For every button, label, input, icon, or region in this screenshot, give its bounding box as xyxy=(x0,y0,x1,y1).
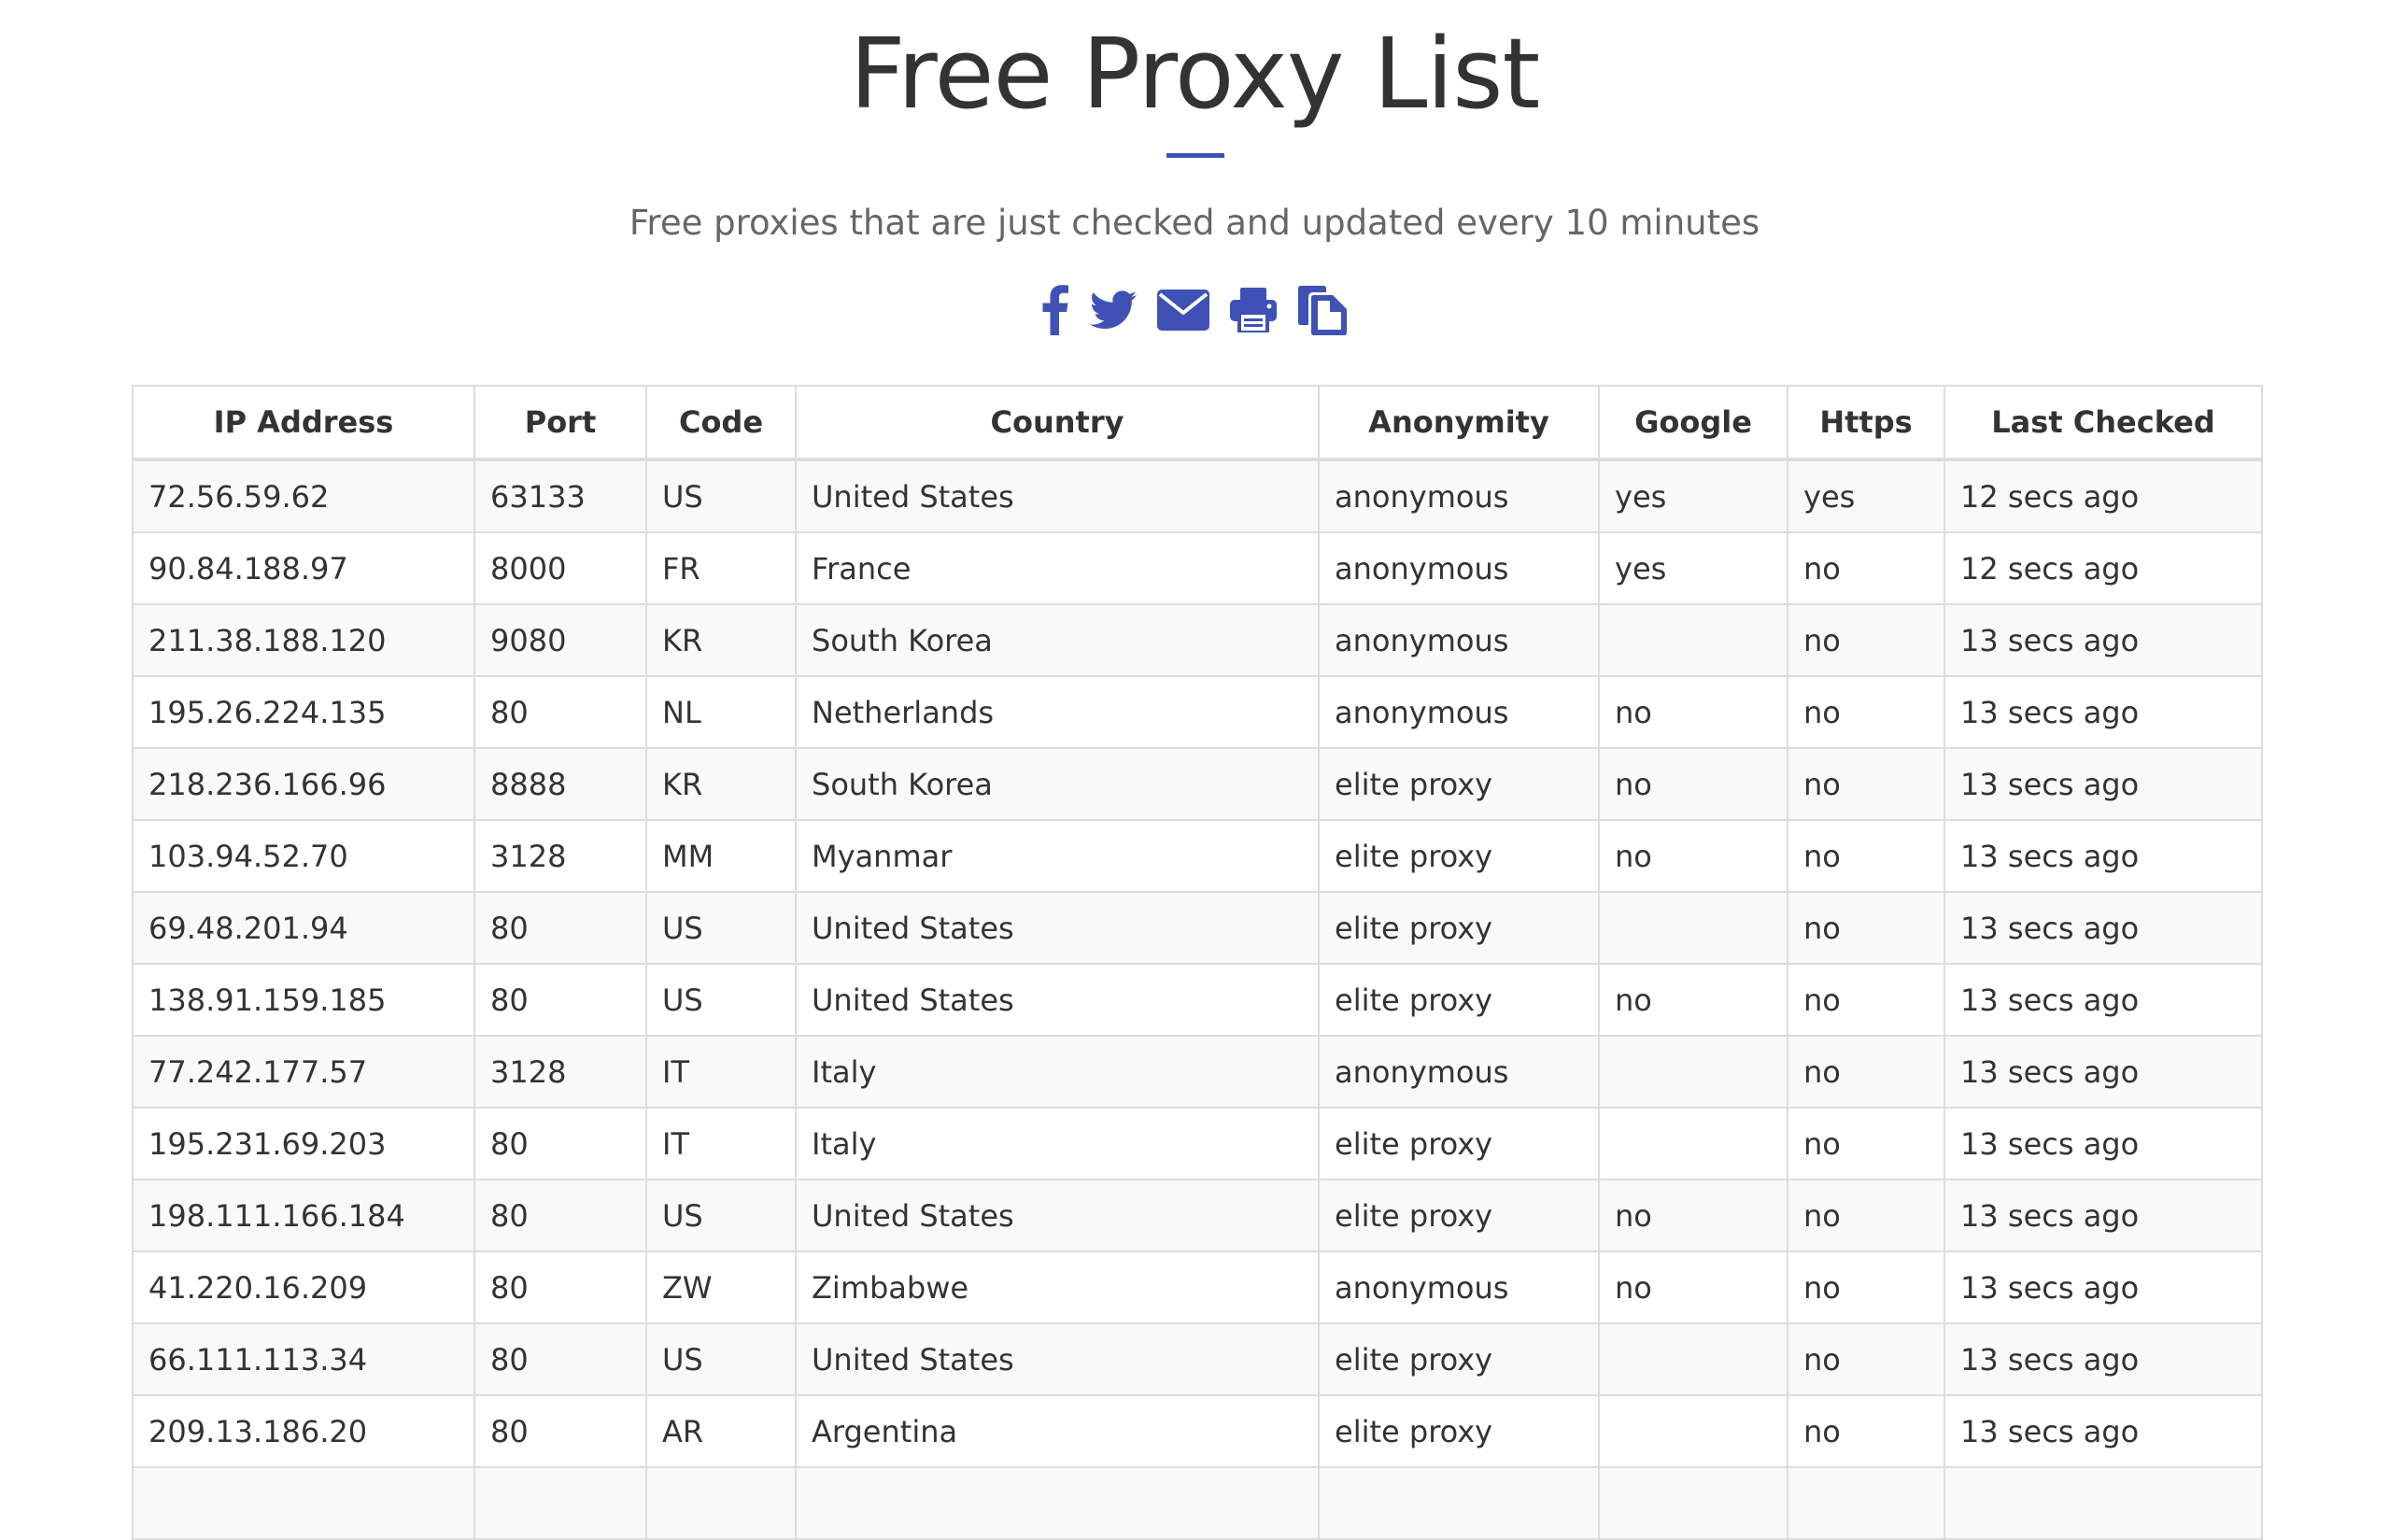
table-row xyxy=(133,1180,2262,1251)
cell-https: no xyxy=(1788,1323,1944,1395)
cell-code: KR xyxy=(646,748,796,820)
cell-port: 80 xyxy=(474,1395,646,1467)
cell-google: no xyxy=(1599,820,1788,892)
cell-google xyxy=(1599,604,1788,676)
cell-country: United States xyxy=(796,964,1319,1036)
cell-anonymity: elite proxy xyxy=(1319,1180,1599,1251)
table-row xyxy=(133,676,2262,748)
cell-ip-address: 41.220.16.209 xyxy=(133,1251,474,1323)
cell-country: United States xyxy=(796,1180,1319,1251)
cell-last-checked: 13 secs ago xyxy=(1944,1251,2262,1323)
cell-port: 3128 xyxy=(474,820,646,892)
cell-ip-address: 66.111.113.34 xyxy=(133,1323,474,1395)
cell-last-checked: 13 secs ago xyxy=(1944,1108,2262,1180)
cell-port: 8888 xyxy=(474,748,646,820)
cell-anonymity: anonymous xyxy=(1319,676,1599,748)
cell-code: MM xyxy=(646,820,796,892)
cell-country: United States xyxy=(796,892,1319,964)
table-row xyxy=(133,892,2262,964)
column-header-port[interactable]: Port xyxy=(474,386,646,459)
cell-code: FR xyxy=(646,532,796,604)
cell-https xyxy=(1788,1467,1944,1539)
cell-anonymity: elite proxy xyxy=(1319,964,1599,1036)
table-row xyxy=(133,1036,2262,1108)
cell-google: yes xyxy=(1599,459,1788,532)
cell-google xyxy=(1599,1108,1788,1180)
cell-country: Myanmar xyxy=(796,820,1319,892)
cell-google: no xyxy=(1599,748,1788,820)
cell-https: no xyxy=(1788,964,1944,1036)
cell-port: 80 xyxy=(474,1251,646,1323)
cell-ip-address: 209.13.186.20 xyxy=(133,1395,474,1467)
cell-https: no xyxy=(1788,532,1944,604)
cell-code: IT xyxy=(646,1108,796,1180)
cell-https: no xyxy=(1788,1395,1944,1467)
cell-last-checked: 13 secs ago xyxy=(1944,1180,2262,1251)
cell-last-checked: 13 secs ago xyxy=(1944,964,2262,1036)
cell-code: IT xyxy=(646,1036,796,1108)
page-subtitle: Free proxies that are just checked and updated every 10 minutes xyxy=(629,203,1760,243)
cell-google xyxy=(1599,1323,1788,1395)
cell-anonymity: anonymous xyxy=(1319,1036,1599,1108)
cell-last-checked: 13 secs ago xyxy=(1944,820,2262,892)
cell-code: US xyxy=(646,892,796,964)
cell-country xyxy=(796,1467,1319,1539)
cell-google: yes xyxy=(1599,532,1788,604)
cell-country: Zimbabwe xyxy=(796,1251,1319,1323)
cell-code: US xyxy=(646,1323,796,1395)
cell-ip-address: 211.38.188.120 xyxy=(133,604,474,676)
table-row xyxy=(133,459,2262,532)
cell-last-checked xyxy=(1944,1467,2262,1539)
cell-port: 80 xyxy=(474,1108,646,1180)
cell-anonymity: elite proxy xyxy=(1319,748,1599,820)
cell-https: no xyxy=(1788,676,1944,748)
cell-https: no xyxy=(1788,604,1944,676)
cell-https: no xyxy=(1788,1108,1944,1180)
cell-anonymity: anonymous xyxy=(1319,459,1599,532)
column-header-https[interactable]: Https xyxy=(1788,386,1944,459)
column-header-google[interactable]: Google xyxy=(1599,386,1788,459)
cell-ip-address: 69.48.201.94 xyxy=(133,892,474,964)
email-share-button[interactable] xyxy=(1157,280,1209,340)
cell-port: 80 xyxy=(474,964,646,1036)
cell-last-checked: 13 secs ago xyxy=(1944,892,2262,964)
column-header-code[interactable]: Code xyxy=(646,386,796,459)
print-button[interactable] xyxy=(1230,280,1277,340)
cell-https: no xyxy=(1788,1180,1944,1251)
cell-ip-address: 198.111.166.184 xyxy=(133,1180,474,1251)
email-icon xyxy=(1157,290,1209,331)
cell-ip-address: 103.94.52.70 xyxy=(133,820,474,892)
cell-code: US xyxy=(646,1180,796,1251)
cell-port xyxy=(474,1467,646,1539)
table-row xyxy=(133,1108,2262,1180)
cell-ip-address: 90.84.188.97 xyxy=(133,532,474,604)
cell-ip-address: 138.91.159.185 xyxy=(133,964,474,1036)
table-row xyxy=(133,1395,2262,1467)
facebook-icon xyxy=(1041,285,1069,335)
cell-country: Italy xyxy=(796,1108,1319,1180)
column-header-anonymity[interactable]: Anonymity xyxy=(1319,386,1599,459)
cell-last-checked: 13 secs ago xyxy=(1944,604,2262,676)
cell-anonymity: anonymous xyxy=(1319,604,1599,676)
cell-ip-address: 77.242.177.57 xyxy=(133,1036,474,1108)
cell-port: 80 xyxy=(474,1180,646,1251)
cell-google: no xyxy=(1599,1180,1788,1251)
cell-https: yes xyxy=(1788,459,1944,532)
cell-google xyxy=(1599,1036,1788,1108)
copy-button[interactable] xyxy=(1297,280,1348,340)
cell-google xyxy=(1599,892,1788,964)
cell-https: no xyxy=(1788,820,1944,892)
title-divider xyxy=(1166,153,1224,158)
cell-google: no xyxy=(1599,676,1788,748)
cell-anonymity: elite proxy xyxy=(1319,892,1599,964)
table-row xyxy=(133,1251,2262,1323)
cell-ip-address: 218.236.166.96 xyxy=(133,748,474,820)
cell-code: US xyxy=(646,964,796,1036)
cell-country: South Korea xyxy=(796,604,1319,676)
cell-last-checked: 13 secs ago xyxy=(1944,1323,2262,1395)
column-header-ip-address[interactable]: IP Address xyxy=(133,386,474,459)
cell-last-checked: 12 secs ago xyxy=(1944,532,2262,604)
cell-last-checked: 13 secs ago xyxy=(1944,748,2262,820)
table-row xyxy=(133,604,2262,676)
proxy-table-body xyxy=(133,459,2262,1539)
cell-country: France xyxy=(796,532,1319,604)
cell-last-checked: 13 secs ago xyxy=(1944,1036,2262,1108)
table-row xyxy=(133,1467,2262,1539)
cell-google xyxy=(1599,1395,1788,1467)
cell-code: NL xyxy=(646,676,796,748)
cell-https: no xyxy=(1788,748,1944,820)
cell-code: KR xyxy=(646,604,796,676)
twitter-share-button[interactable] xyxy=(1090,280,1137,340)
cell-ip-address: 72.56.59.62 xyxy=(133,459,474,532)
cell-google xyxy=(1599,1467,1788,1539)
cell-google: no xyxy=(1599,1251,1788,1323)
cell-ip-address: 195.231.69.203 xyxy=(133,1108,474,1180)
cell-ip-address xyxy=(133,1467,474,1539)
cell-port: 9080 xyxy=(474,604,646,676)
table-row xyxy=(133,820,2262,892)
twitter-icon xyxy=(1090,290,1137,330)
print-icon xyxy=(1230,288,1277,332)
cell-country: Argentina xyxy=(796,1395,1319,1467)
cell-anonymity: anonymous xyxy=(1319,532,1599,604)
table-header-row xyxy=(133,386,2262,459)
cell-last-checked: 13 secs ago xyxy=(1944,676,2262,748)
cell-code xyxy=(646,1467,796,1539)
table-row xyxy=(133,964,2262,1036)
page-title: Free Proxy List xyxy=(849,17,1540,131)
cell-https: no xyxy=(1788,892,1944,964)
cell-port: 8000 xyxy=(474,532,646,604)
cell-code: AR xyxy=(646,1395,796,1467)
cell-anonymity: anonymous xyxy=(1319,1251,1599,1323)
column-header-country[interactable]: Country xyxy=(796,386,1319,459)
column-header-last-checked[interactable]: Last Checked xyxy=(1944,386,2262,459)
cell-port: 80 xyxy=(474,676,646,748)
cell-https: no xyxy=(1788,1036,1944,1108)
cell-country: South Korea xyxy=(796,748,1319,820)
cell-port: 63133 xyxy=(474,459,646,532)
cell-anonymity: elite proxy xyxy=(1319,820,1599,892)
cell-last-checked: 12 secs ago xyxy=(1944,459,2262,532)
table-row xyxy=(133,1323,2262,1395)
cell-https: no xyxy=(1788,1251,1944,1323)
cell-last-checked: 13 secs ago xyxy=(1944,1395,2262,1467)
cell-port: 3128 xyxy=(474,1036,646,1108)
cell-anonymity: elite proxy xyxy=(1319,1108,1599,1180)
proxy-table xyxy=(132,385,2263,1540)
cell-code: ZW xyxy=(646,1251,796,1323)
cell-anonymity xyxy=(1319,1467,1599,1539)
cell-port: 80 xyxy=(474,892,646,964)
copy-icon xyxy=(1297,284,1348,336)
cell-port: 80 xyxy=(474,1323,646,1395)
cell-country: Italy xyxy=(796,1036,1319,1108)
facebook-share-button[interactable] xyxy=(1041,280,1069,340)
proxy-table-container xyxy=(132,385,2261,1540)
cell-code: US xyxy=(646,459,796,532)
cell-country: United States xyxy=(796,459,1319,532)
cell-country: Netherlands xyxy=(796,676,1319,748)
share-bar xyxy=(0,280,2389,340)
table-row xyxy=(133,532,2262,604)
table-row xyxy=(133,748,2262,820)
cell-google: no xyxy=(1599,964,1788,1036)
cell-country: United States xyxy=(796,1323,1319,1395)
cell-anonymity: elite proxy xyxy=(1319,1323,1599,1395)
cell-ip-address: 195.26.224.135 xyxy=(133,676,474,748)
cell-anonymity: elite proxy xyxy=(1319,1395,1599,1467)
